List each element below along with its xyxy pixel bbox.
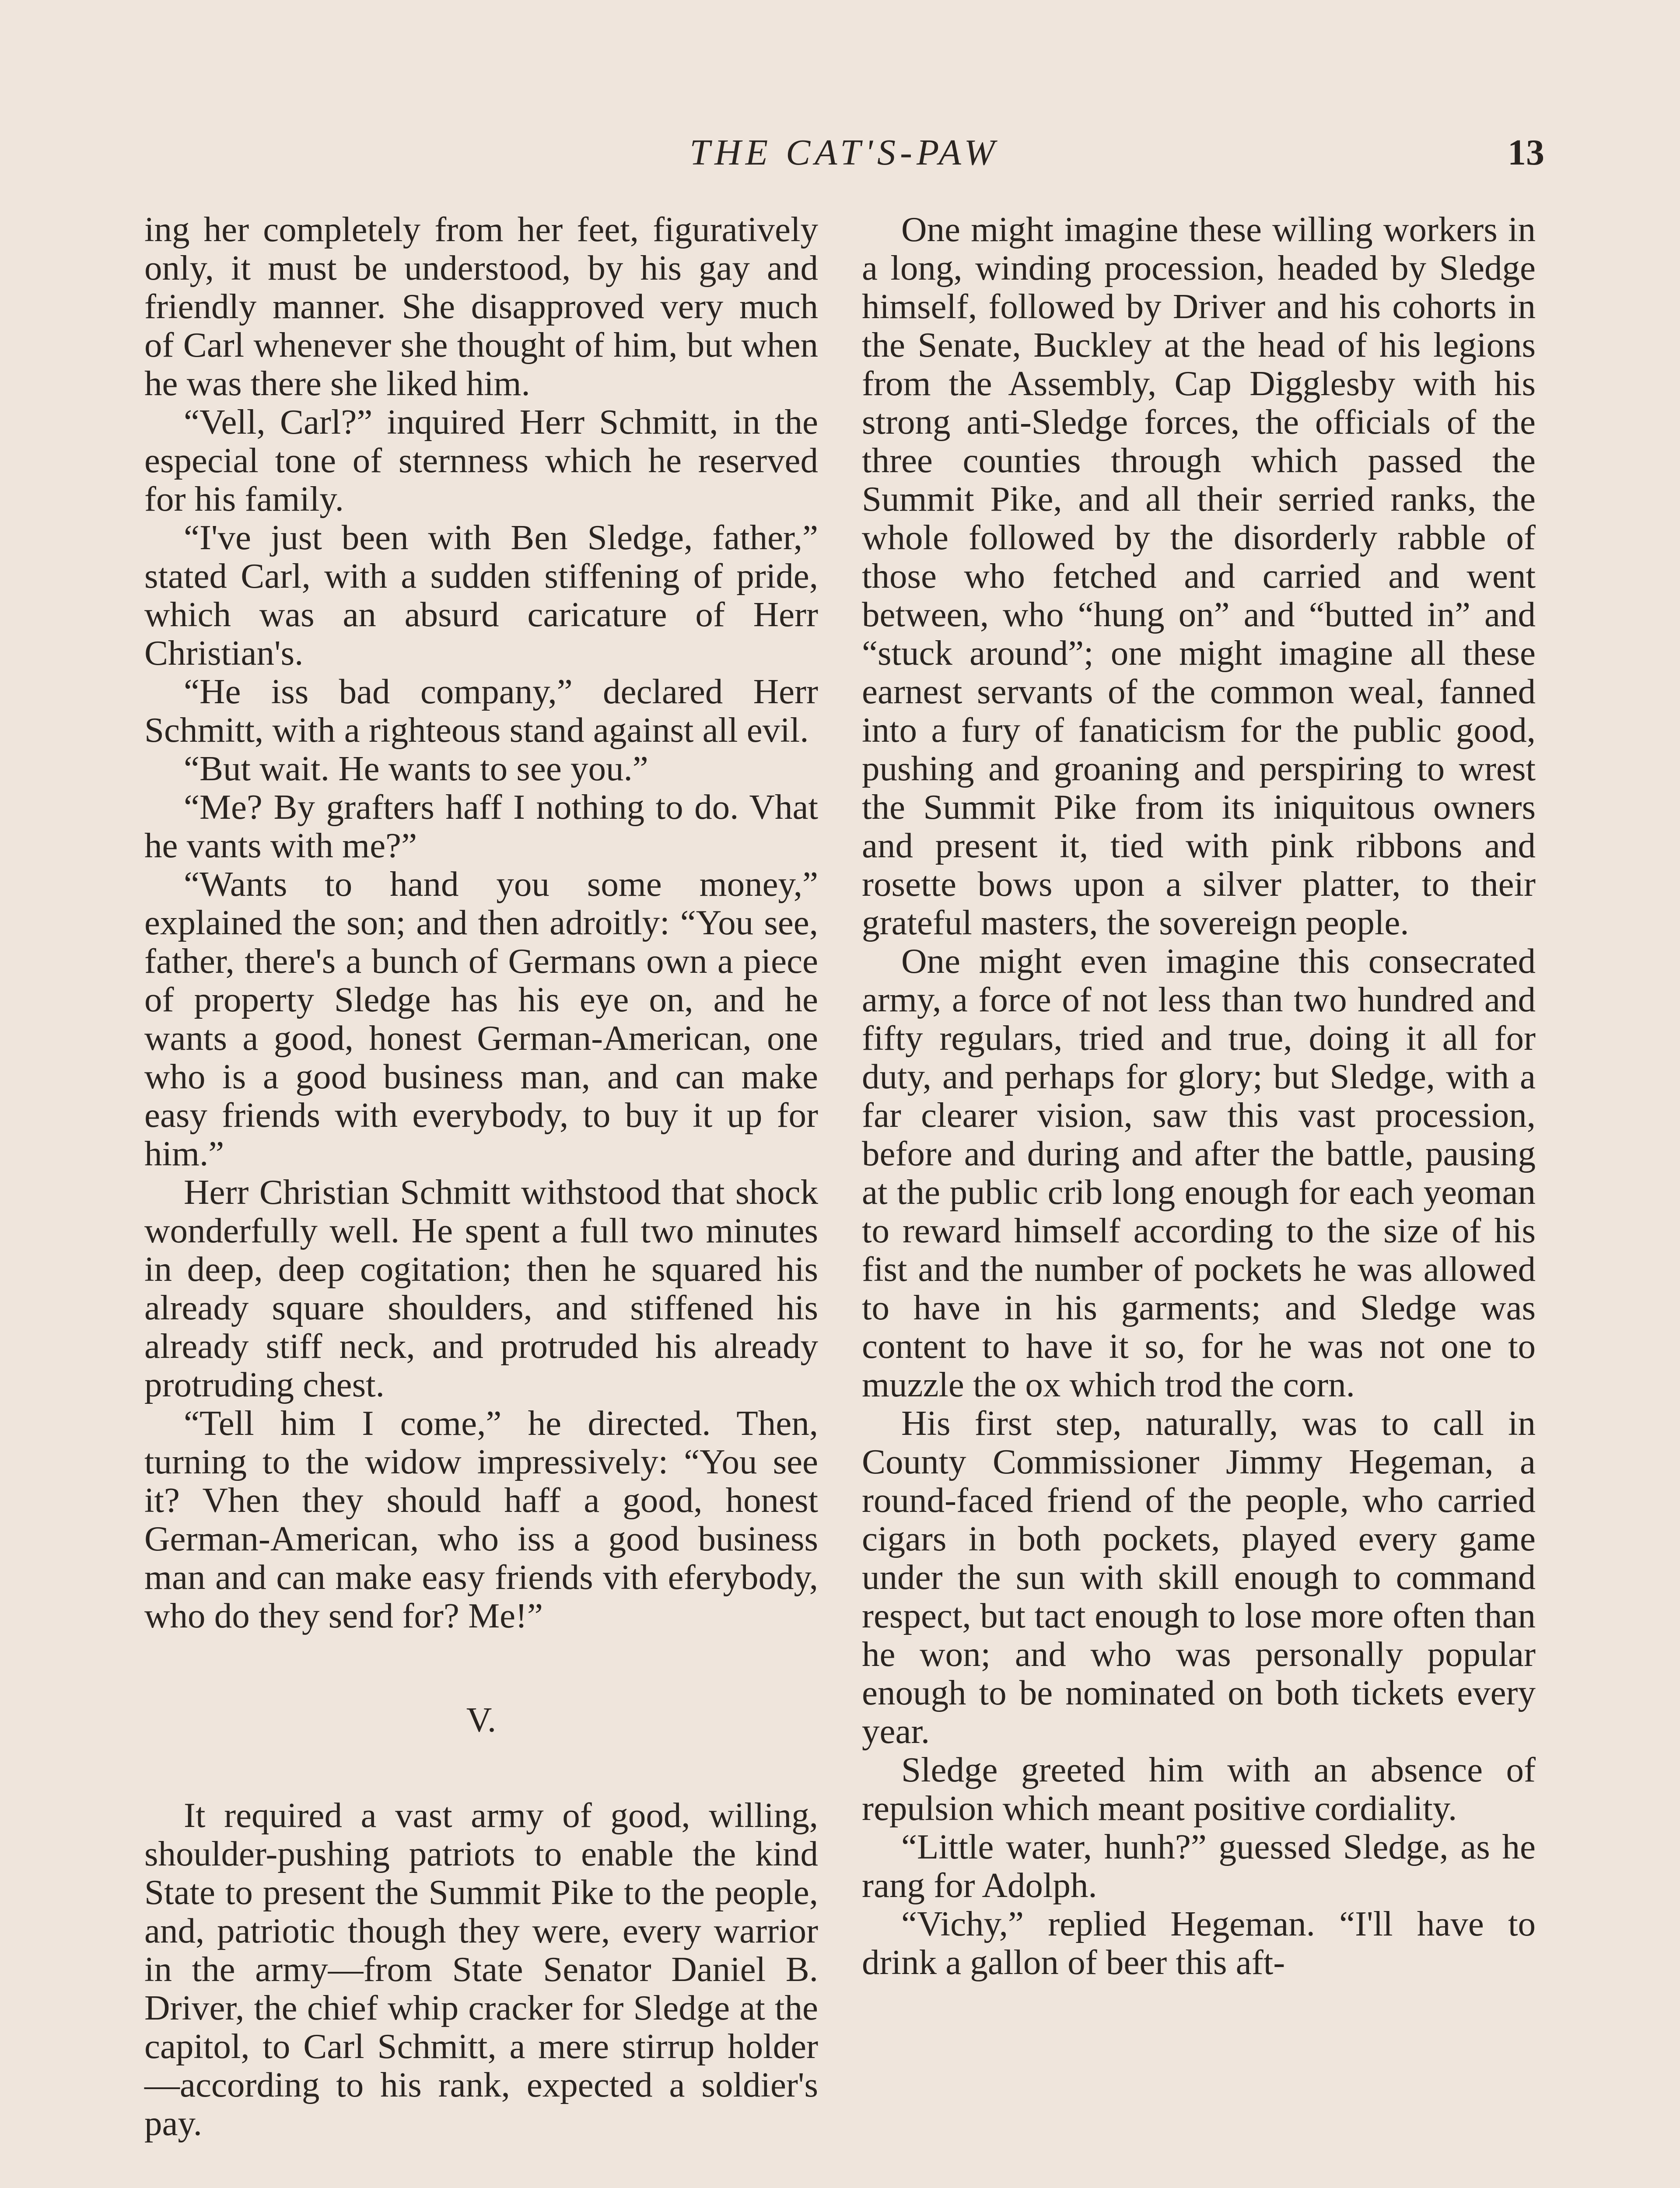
paragraph: Herr Christian Schmitt withstood that shock wonderfully well. He spent a full two minutes in deep, deep cogitation; then he squared his already square shoulders, and stiffened his already stiff neck, and protruded his already protruding chest. — [144, 1172, 818, 1404]
paragraph: “Vichy,” replied Hegeman. “I'll have to drink a gallon of beer this aft- — [862, 1904, 1536, 1982]
paragraph: “He iss bad company,” declared Herr Schmitt, with a righteous stand against all evil. — [144, 672, 818, 750]
paragraph: One might imagine these willing workers in a long, winding procession, headed by Sledge himself, followed by Driver and his cohorts in the Senate, Buckley at the head of his legions from the Assembly, Cap Digglesby with his strong anti-Sledge forces, the officials of the three counties through which passed the Summit Pike, and all their serried ranks, the whole followed by the disorderly rabble of those who fetched and carried and went between, who “hung on” and “butted in” and “stuck around”; one might imagine all these earnest servants of the common weal, fanned into a fury of fanaticism for the public good, pushing and groaning and perspiring to wrest the Summit Pike from its iniquitous owners and present it, tied with pink ribbons and rosette bows upon a silver platter, to their grateful masters, the sovereign people. — [862, 210, 1536, 942]
paragraph: “Wants to hand you some money,” explained the son; and then adroitly: “You see, father, there's a bunch of Germans own a piece of property Sledge has his eye on, and he wants a good, honest German-American, one who is a good business man, and can make easy friends with everybody, to buy it up for him.” — [144, 864, 818, 1173]
paragraph: “But wait. He wants to see you.” — [184, 749, 648, 788]
paragraph: “Little water, hunh?” guessed Sledge, as he rang for Adolph. — [862, 1827, 1536, 1905]
right-column — [862, 210, 1536, 1981]
running-head: THE CAT'S-PAW — [690, 132, 999, 173]
paragraph: “Vell, Carl?” inquired Herr Schmitt, in the especial tone of sternness which he reserved for his family. — [144, 402, 818, 519]
left-column — [144, 210, 818, 2142]
page-header — [144, 131, 1544, 184]
paragraph: “Me? By grafters haff I nothing to do. Vhat he vants with me?” — [144, 787, 818, 865]
paragraph: Sledge greeted him with an absence of repulsion which meant positive cordiality. — [862, 1750, 1536, 1828]
paragraph: His first step, naturally, was to call in County Commissioner Jimmy Hegeman, a round-faced friend of the people, who carried cigars in both pockets, played every game under the sun with skill enough to command respect, but tact enough to lose more often than he won; and who was personally popular enough to be nominated on both tickets every year. — [862, 1403, 1536, 1751]
paragraph: ing her completely from her feet, figuratively only, it must be understood, by his gay and friendly manner. She disapproved very much of Carl whenever she thought of him, but when he was there she liked him. — [144, 210, 818, 403]
paragraph: “Tell him I come,” he directed. Then, turning to the widow impressively: “You see it? Vhen they should haff a good, honest German-American, who iss a good business man and can make easy friends vith eferybody, who do they send for? Me!” — [144, 1403, 818, 1635]
paragraph: One might even imagine this consecrated army, a force of not less than two hundred and fifty regulars, tried and true, doing it all for duty, and perhaps for glory; but Sledge, with a far clearer vision, saw this vast procession, before and during and after the battle, pausing at the public crib long enough for each yeoman to reward himself according to the size of his fist and the number of pockets he was allowed to have in his garments; and Sledge was content to have it so, for he was not one to muzzle the ox which trod the corn. — [862, 941, 1536, 1404]
paragraph: It required a vast army of good, willing, shoulder-pushing patriots to enable the kind State to present the Summit Pike to the people, and, patriotic though they were, every warrior in the army—from State Senator Daniel B. Driver, the chief whip cracker for Sledge at the capitol, to Carl Schmitt, a mere stirrup holder—according to his rank, expected a soldier's pay. — [144, 1795, 818, 2143]
page-number: 13 — [1508, 132, 1544, 173]
section-heading: V. — [466, 1700, 497, 1739]
paragraph: “I've just been with Ben Sledge, father,” stated Carl, with a sudden stiffening of pride, which was an absurd caricature of Herr Christian's. — [144, 518, 818, 673]
